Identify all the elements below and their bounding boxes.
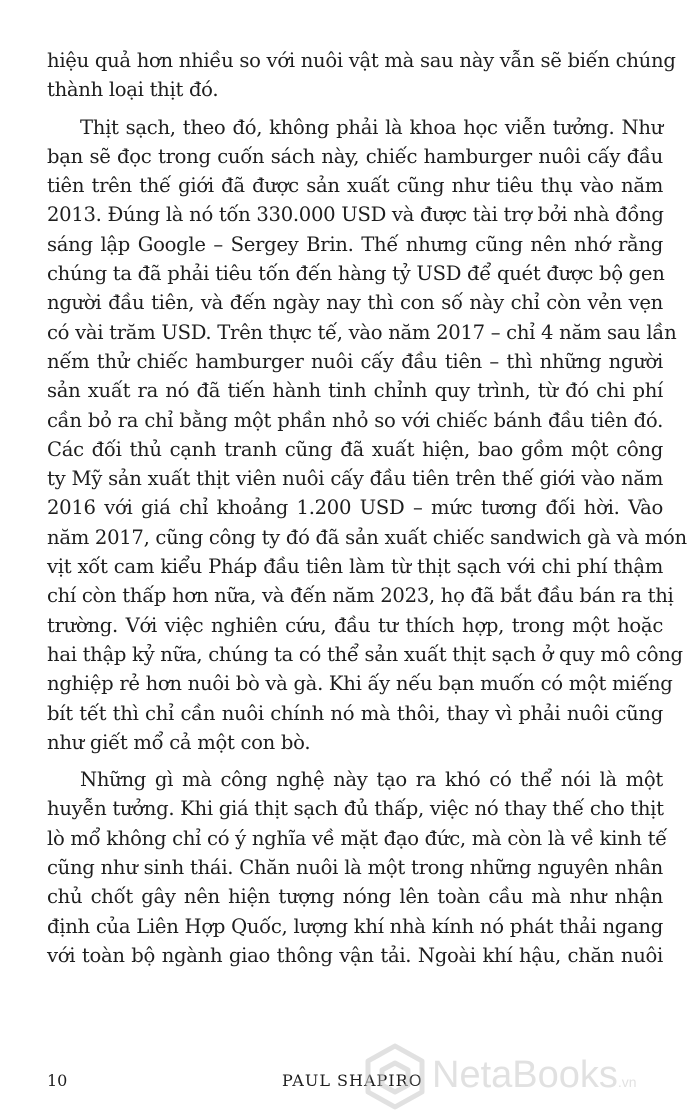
text-line: 2013. Đúng là nó tốn 330.000 USD và được tài trợ bởi nhà đồng [47, 203, 664, 227]
text-line: năm 2017, cũng công ty đó đã sản xuất chiếc sandwich gà và món [47, 525, 687, 549]
text-line: huyễn tưởng. Khi giá thịt sạch đủ thấp, việc nó thay thế cho thịt [47, 797, 664, 821]
page-number: 10 [47, 1071, 68, 1090]
body-text [47, 46, 687, 970]
watermark-suffix: .vn [617, 1074, 637, 1090]
text-line: cần bỏ ra chỉ bằng một phần nhỏ so với chiếc bánh đầu tiên đó. [47, 408, 663, 432]
text-line: ty Mỹ sản xuất thịt viên nuôi cấy đầu tiên trên thế giới vào năm [47, 467, 663, 491]
text-line: Những gì mà công nghệ này tạo ra khó có thể nói là một [80, 768, 663, 792]
text-line: người đầu tiên, và đến ngày nay thì con số này chỉ còn vẻn vẹn [47, 291, 663, 315]
text-line: trường. Với việc nghiên cứu, đầu tư thích hợp, trong một hoặc [47, 613, 663, 637]
text-line: định của Liên Hợp Quốc, lượng khí nhà kính nó phát thải ngang [47, 914, 663, 938]
text-line: hiệu quả hơn nhiều so với nuôi vật mà sau này vẫn sẽ biến chúng [47, 49, 676, 72]
watermark-brand: NetaBooks [432, 1054, 618, 1096]
netabooks-logo-icon [360, 1040, 430, 1115]
text-line: lò mổ không chỉ có ý nghĩa về mặt đạo đức, mà còn là về kinh tế [47, 826, 667, 850]
text-line: sản xuất ra nó đã tiến hành tinh chỉnh quy trình, từ đó chi phí [47, 379, 663, 403]
watermark [360, 1040, 695, 1115]
text-line: Thịt sạch, theo đó, không phải là khoa học viễn tưởng. Như [80, 115, 663, 139]
running-head: PAUL SHAPIRO [282, 1071, 423, 1090]
text-line: chí còn thấp hơn nữa, và đến năm 2023, họ đã bắt đầu bán ra thị [47, 584, 674, 608]
text-line: 2016 với giá chỉ khoảng 1.200 USD – mức tương đối hời. Vào [47, 496, 663, 520]
text-line: hai thập kỷ nữa, chúng ta có thể sản xuất thịt sạch ở quy mô công [47, 642, 683, 666]
text-line: bạn sẽ đọc trong cuốn sách này, chiếc hamburger nuôi cấy đầu [47, 144, 663, 168]
text-line: Các đối thủ cạnh tranh cũng đã xuất hiện, bao gồm một công [47, 437, 663, 461]
text-line: sáng lập Google – Sergey Brin. Thế nhưng cũng nên nhớ rằng [47, 232, 663, 256]
text-line: vịt xốt cam kiểu Pháp đầu tiên làm từ thịt sạch với chi phí thậm [47, 555, 663, 579]
text-line: như giết mổ cả một con bò. [47, 730, 311, 754]
text-line: nếm thử chiếc hamburger nuôi cấy đầu tiên – thì những người [47, 349, 663, 373]
text-line: bít tết thì chỉ cần nuôi chính nó mà thôi, thay vì phải nuôi cũng [47, 701, 663, 725]
text-line: có vài trăm USD. Trên thực tế, vào năm 2017 – chỉ 4 năm sau lần [47, 320, 677, 344]
text-line: tiên trên thế giới đã được sản xuất cũng như tiêu thụ vào năm [47, 174, 663, 198]
text-line: với toàn bộ ngành giao thông vận tải. Ngoài khí hậu, chăn nuôi [47, 943, 663, 967]
text-line: chủ chốt gây nên hiện tượng nóng lên toàn cầu mà như nhận [47, 885, 663, 909]
text-line: chúng ta đã phải tiêu tốn đến hàng tỷ USD để quét được bộ gen [47, 262, 665, 286]
text-line: nghiệp rẻ hơn nuôi bò và gà. Khi ấy nếu bạn muốn có một miếng [47, 672, 673, 696]
text-line: cũng như sinh thái. Chăn nuôi là một trong những nguyên nhân [47, 856, 663, 880]
text-line: thành loại thịt đó. [47, 78, 219, 102]
